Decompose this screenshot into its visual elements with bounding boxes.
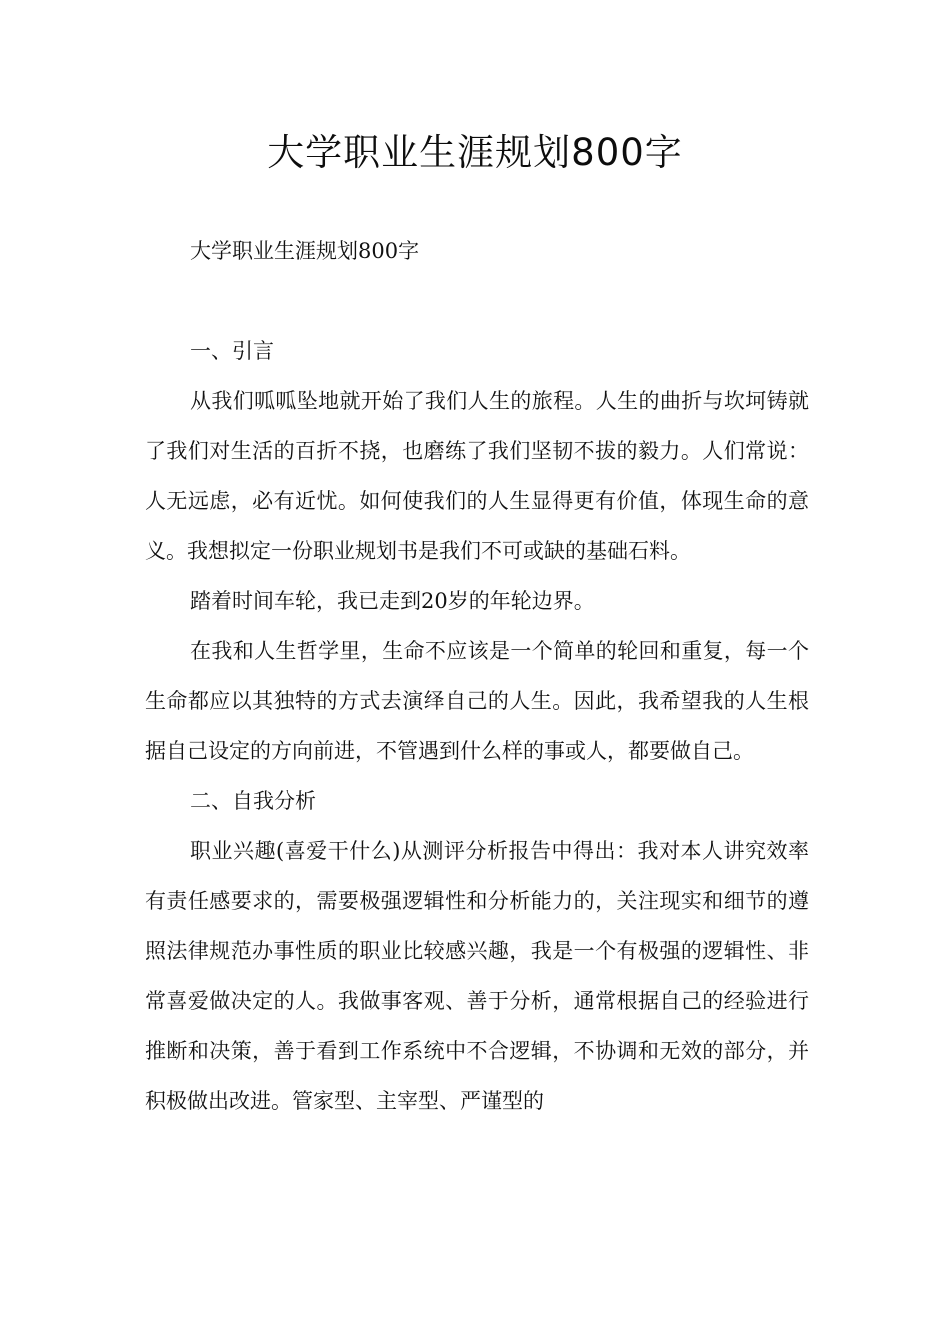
document-title: 大学职业生涯规划800字 xyxy=(267,131,683,174)
paragraph-introduction: 从我们呱呱坠地就开始了我们人生的旅程。人生的曲折与坎坷铸就了我们对生活的百折不挠，也磨练了我们坚韧不拔的毅力。人们常说：人无远虑，必有近忧。如何使我们的人生显得更有价值，体现生命的意义。我想拟定一份职业规划书是我们不可或缺的基础石料。 xyxy=(145,389,809,563)
document-subtitle: 大学职业生涯规划800字 xyxy=(190,239,420,263)
paragraph-age: 踏着时间车轮，我已走到20岁的年轮边界。 xyxy=(190,589,595,613)
document-body xyxy=(145,376,809,1126)
section-heading-introduction: 一、引言 xyxy=(190,339,274,363)
section-heading-self-analysis: 二、自我分析 xyxy=(190,789,316,813)
paragraph-interests: 职业兴趣(喜爱干什么)从测评分析报告中得出：我对本人讲究效率有责任感要求的，需要极强逻辑性和分析能力的，关注现实和细节的遵照法律规范办事性质的职业比较感兴趣，我是一个有极强的逻辑性、非常喜爱做决定的人。我做事客观、善于分析，通常根据自己的经验进行推断和决策，善于看到工作系统中不合逻辑，不协调和无效的部分，并积极做出改进。管家型、主宰型、严谨型的 xyxy=(145,839,809,1113)
paragraph-philosophy: 在我和人生哲学里，生命不应该是一个简单的轮回和重复，每一个生命都应以其独特的方式去演绎自己的人生。因此，我希望我的人生根据自己设定的方向前进，不管遇到什么样的事或人，都要做自己。 xyxy=(145,639,809,763)
